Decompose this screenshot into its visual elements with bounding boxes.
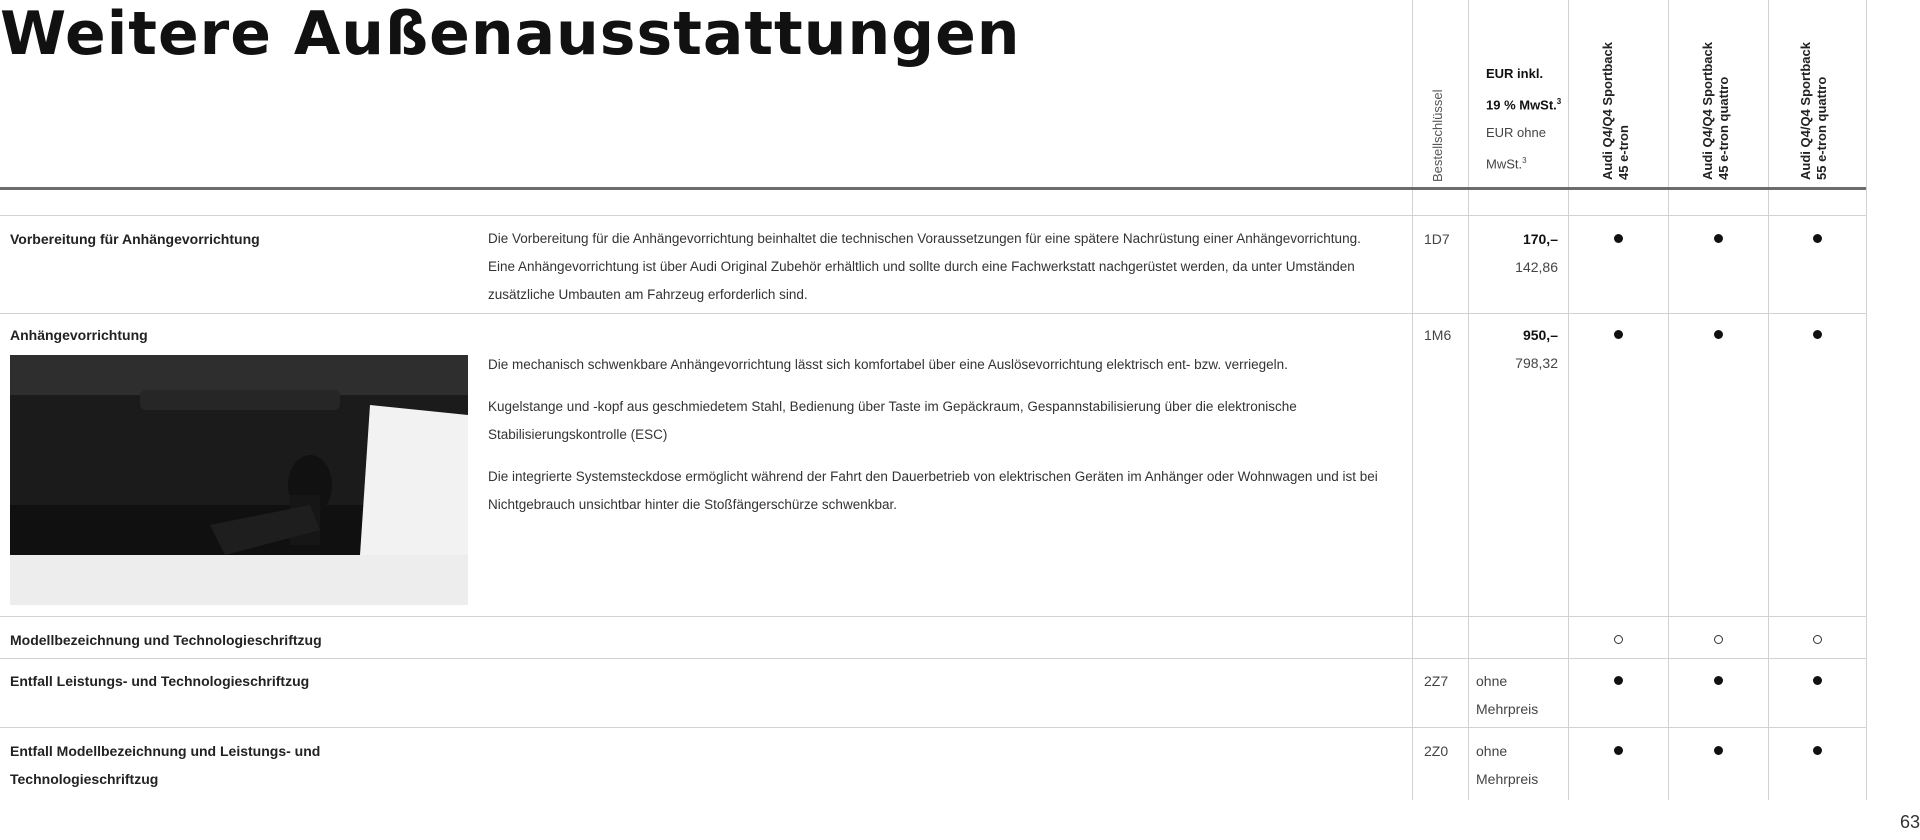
price-incl: 170,– <box>1522 231 1558 247</box>
standard-dot-icon <box>1711 321 1725 349</box>
row-divider <box>0 658 1866 659</box>
row-title: Entfall Leistungs- und Technologieschriftzug <box>10 673 310 689</box>
row-description: Die Vorbereitung für die Anhängevorrichtung beinhaltet die technischen Voraussetzungen für eine spätere Nachrüstung einer Anhängevorrichtung. Eine Anhängevorrichtung ist über Audi Original Zubehör erhältlich und sollte durch eine Fachwerkstatt nachgerüstet werden, da unter Umständen zusätzliche Umbauten am Fahrzeug erforderlich sind. <box>488 231 1361 302</box>
standard-dot-icon <box>1810 667 1824 695</box>
model-header-3: Audi Q4/Q4 Sportback 55 e-tron quattro <box>1798 42 1829 180</box>
page-title: Weitere Außenausstattungen <box>0 0 1021 69</box>
price-excl: 142,86 <box>1515 259 1558 275</box>
column-divider <box>1412 0 1413 800</box>
optional-circle-icon <box>1711 626 1725 654</box>
price-incl: 950,– <box>1522 327 1558 343</box>
price-incl-header: EUR inkl. <box>1486 66 1544 81</box>
order-code: 2Z7 <box>1424 673 1449 689</box>
standard-dot-icon <box>1611 667 1625 695</box>
standard-dot-icon <box>1611 225 1625 253</box>
header-rule <box>0 187 1866 190</box>
row-divider <box>0 215 1866 216</box>
optional-circle-icon <box>1810 626 1824 654</box>
standard-dot-icon <box>1810 737 1824 765</box>
column-divider <box>1668 0 1669 800</box>
price-header <box>1486 60 1586 179</box>
price <box>1486 321 1558 377</box>
price-incl-vat-header: 19 % MwSt.$^3$ <box>1486 97 1562 113</box>
optional-circle-icon <box>1611 626 1625 654</box>
price-excl-vat-header: MwSt.$^3$ <box>1486 156 1527 172</box>
price-text: ohne Mehrpreis <box>1476 673 1539 717</box>
model-header-1: Audi Q4/Q4 Sportback 45 e-tron <box>1600 42 1631 180</box>
column-divider <box>1866 0 1867 800</box>
price-excl: 798,32 <box>1515 355 1558 371</box>
price-text: ohne Mehrpreis <box>1476 743 1539 787</box>
order-code: 2Z0 <box>1424 743 1449 759</box>
standard-dot-icon <box>1611 737 1625 765</box>
row-title: Modellbezeichnung und Technologieschriftzug <box>10 632 322 648</box>
order-code: 1M6 <box>1424 327 1452 343</box>
row-divider <box>0 727 1866 728</box>
row-description: Die mechanisch schwenkbare Anhängevorrichtung lässt sich komfortabel über eine Auslösevorrichtung elektrisch ent- bzw. verriegeln. Kugelstange und -kopf aus geschmiedetem Stahl, Bedienung über Taste im Gepäckraum, Gespannstabilisierung über die elektronische Stabilisierungskontrolle (ESC) Die integrierte Systemsteckdose ermöglicht während der Fahrt den Dauerbetrieb von elektrischen Geräten im Anhänger oder Wohnwagen und ist bei Nichtgebrauch unsichtbar hinter die Stoßfängerschürze schwenkbar. <box>488 357 1378 512</box>
row-divider <box>0 616 1866 617</box>
standard-dot-icon <box>1711 667 1725 695</box>
column-divider <box>1768 0 1769 800</box>
row-title: Anhängevorrichtung <box>10 327 148 343</box>
trailer-hitch-photo-icon <box>10 355 468 605</box>
standard-dot-icon <box>1810 321 1824 349</box>
page-number: 63 <box>1899 812 1920 832</box>
trailer-hitch-image <box>10 355 468 605</box>
row-title: Vorbereitung für Anhängevorrichtung <box>10 231 260 247</box>
standard-dot-icon <box>1611 321 1625 349</box>
order-code: 1D7 <box>1424 231 1450 247</box>
price <box>1486 225 1558 281</box>
row-title: Entfall Modellbezeichnung und Leistungs- und Technologieschriftzug <box>10 743 321 787</box>
standard-dot-icon <box>1711 225 1725 253</box>
price-excl-header: EUR ohne <box>1486 125 1546 141</box>
standard-dot-icon <box>1711 737 1725 765</box>
order-key-header: Bestellschlüssel <box>1430 89 1445 182</box>
standard-dot-icon <box>1810 225 1824 253</box>
model-header-2: Audi Q4/Q4 Sportback 45 e-tron quattro <box>1700 42 1731 180</box>
